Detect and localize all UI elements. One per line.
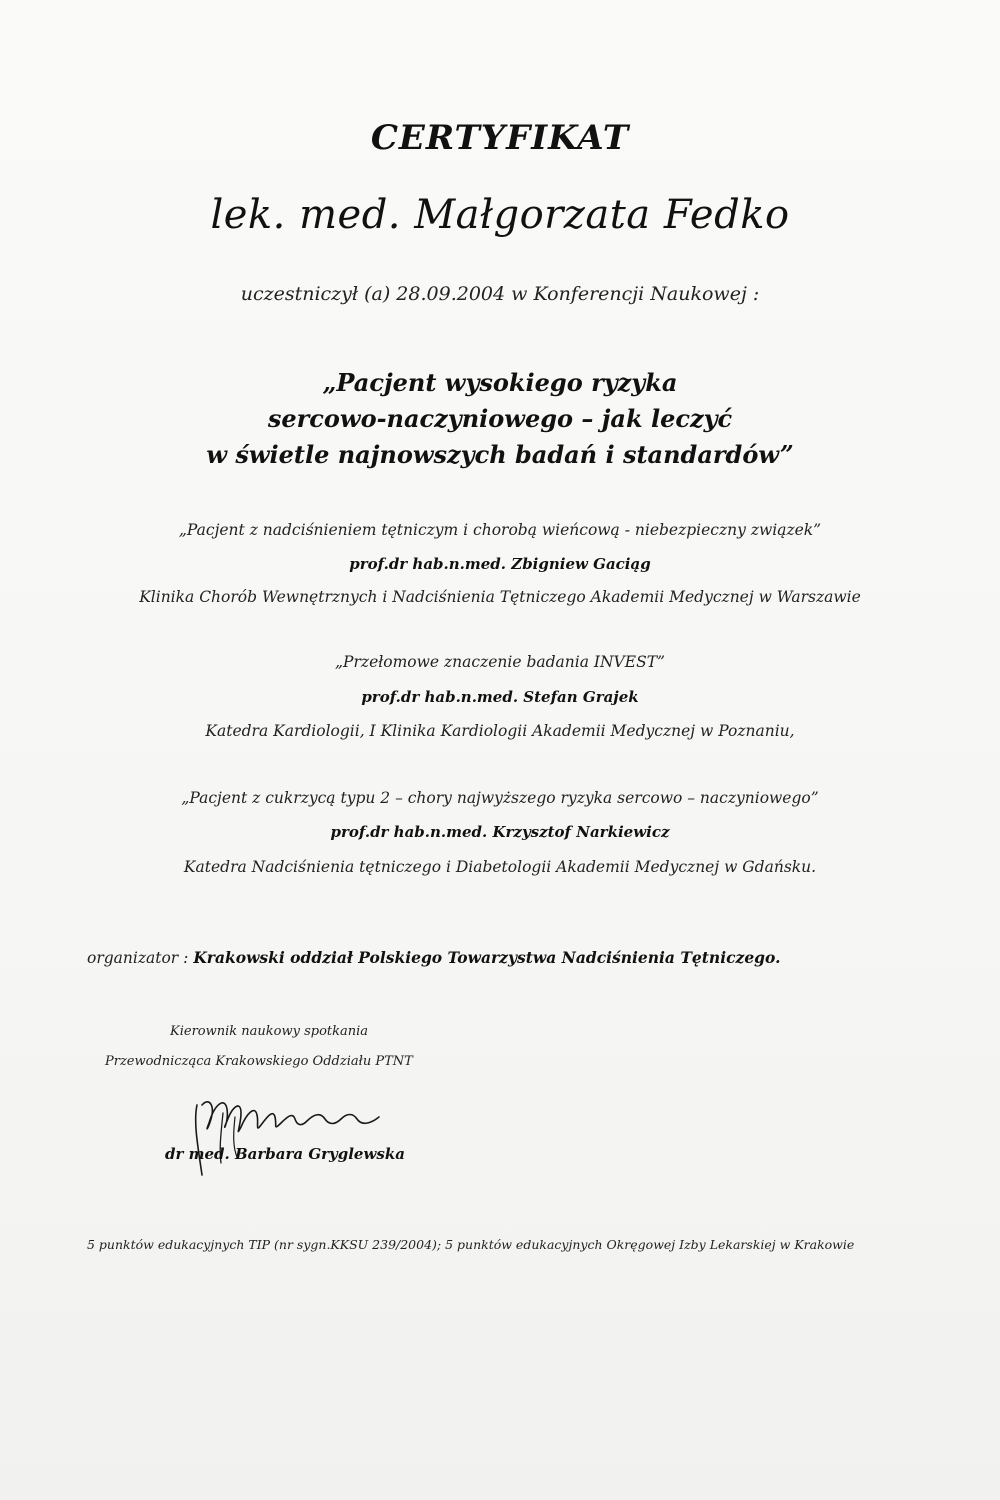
organizer-name: Krakowski oddział Polskiego Towarzystwa Nadciśnienia Tętniczego. — [193, 948, 781, 967]
handwritten-signature — [175, 1083, 405, 1183]
education-points-note: 5 punktów edukacyjnych TIP (nr sygn.KKSU 239/2004); 5 punktów edukacyjnych Okręgowej Izby Lekarskiej w Krakowie — [87, 1237, 855, 1252]
lecturer-affiliation: Katedra Kardiologii, I Klinika Kardiologii Akademii Medycznej w Poznaniu, — [205, 722, 795, 740]
organizer-label: organizator : — [87, 949, 189, 967]
lecture-title: „Pacjent z cukrzycą typu 2 – chory najwyższego ryzyka sercowo – naczyniowego” — [181, 789, 819, 807]
lecturer-name: prof.dr hab.n.med. Stefan Grajek — [361, 688, 639, 706]
conference-title-line: „Pacjent wysokiego ryzyka — [322, 368, 678, 397]
conference-title — [0, 365, 1000, 473]
conference-title-line: w świetle najnowszych badań i standardów” — [206, 440, 794, 469]
certificate-title: CERTYFIKAT — [370, 118, 630, 158]
participation-statement: uczestniczył (a) 28.09.2004 w Konferencji Naukowej : — [240, 283, 760, 305]
organizer-line — [87, 948, 780, 967]
signatory-role: Przewodnicząca Krakowskiego Oddziału PTNT — [105, 1054, 413, 1069]
lecture-title: „Przełomowe znaczenie badania INVEST” — [335, 653, 665, 671]
lecturer-affiliation: Katedra Nadciśnienia tętniczego i Diabetologii Akademii Medycznej w Gdańsku. — [183, 858, 817, 876]
lecturer-name: prof.dr hab.n.med. Krzysztof Narkiewicz — [330, 823, 670, 841]
lecture-title: „Pacjent z nadciśnieniem tętniczym i chorobą wieńcową - niebezpieczny związek” — [178, 521, 822, 539]
signatory-role: Kierownik naukowy spotkania — [170, 1024, 369, 1039]
lecturer-affiliation: Klinika Chorób Wewnętrznych i Nadciśnienia Tętniczego Akademii Medycznej w Warszawie — [139, 588, 861, 606]
conference-title-line: sercowo-naczyniowego – jak leczyć — [267, 404, 733, 433]
lecturer-name: prof.dr hab.n.med. Zbigniew Gaciąg — [349, 555, 651, 573]
signatory-name: dr med. Barbara Gryglewska — [165, 1145, 405, 1163]
recipient-name: lek. med. Małgorzata Fedko — [210, 192, 790, 238]
